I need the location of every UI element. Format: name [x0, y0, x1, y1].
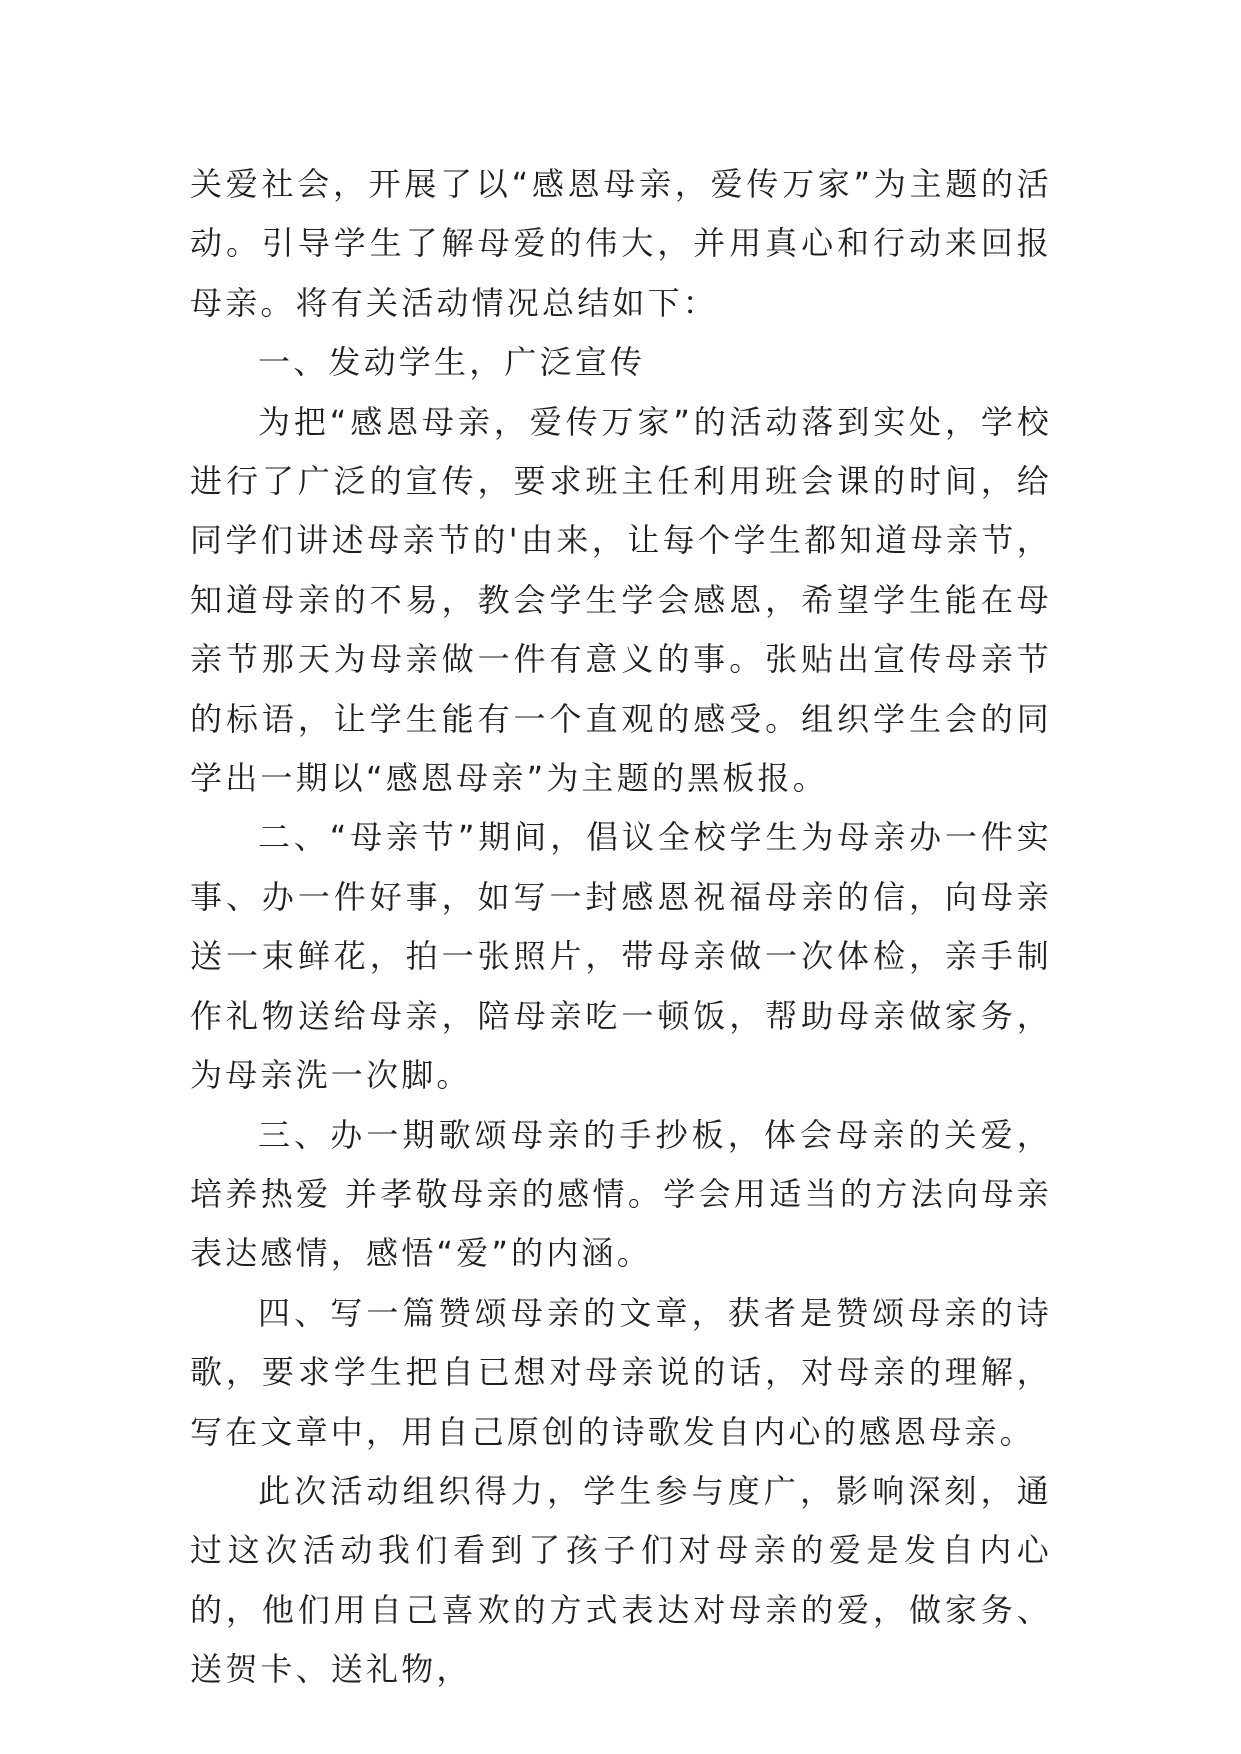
paragraph-mothers-day: 二、“母亲节”期间，倡议全校学生为母亲办一件实事、办一件好事，如写一封感恩祝福母亲的信，向母亲送一束鲜花，拍一张照片，带母亲做一次体检，亲手制作礼物送给母亲，陪母亲吃一顿饭，帮助母亲做家务，为母亲洗一次脚。	[190, 818, 1052, 1095]
paragraph-summary: 此次活动组织得力，学生参与度广，影响深刻，通过这次活动我们看到了孩子们对母亲的爱是发自内心的，他们用自己喜欢的方式表达对母亲的爱，做家务、送贺卡、送礼物，	[190, 1471, 1052, 1689]
paragraph-handwritten-board: 三、办一期歌颂母亲的手抄板，体会母亲的关爱，培养热爱 并孝敬母亲的感情。学会用适当的方法向母亲表达感情，感悟“爱”的内涵。	[190, 1115, 1052, 1273]
paragraph-essay: 四、写一篇赞颂母亲的文章，获者是赞颂母亲的诗歌，要求学生把自已想对母亲说的话，对母亲的理解，写在文章中，用自己原创的诗歌发自内心的感恩母亲。	[190, 1293, 1052, 1451]
document-body	[190, 155, 1052, 1700]
paragraph-intro: 关爱社会，开展了以“感恩母亲，爱传万家”为主题的活动。引导学生了解母爱的伟大，并用真心和行动来回报母亲。将有关活动情况总结如下：	[190, 165, 1052, 322]
paragraph-publicity: 为把“感恩母亲，爱传万家”的活动落到实处，学校进行了广泛的宣传，要求班主任利用班会课的时间，给同学们讲述母亲节的'由来，让每个学生都知道母亲节，知道母亲的不易，教会学生学会感恩，希望学生能在母亲节那天为母亲做一件有意义的事。张贴出宣传母亲节的标语，让学生能有一个直观的感受。组织学生会的同学出一期以“感恩母亲”为主题的黑板报。	[190, 402, 1052, 798]
section-heading-1: 一、发动学生，广泛宣传	[258, 343, 646, 382]
